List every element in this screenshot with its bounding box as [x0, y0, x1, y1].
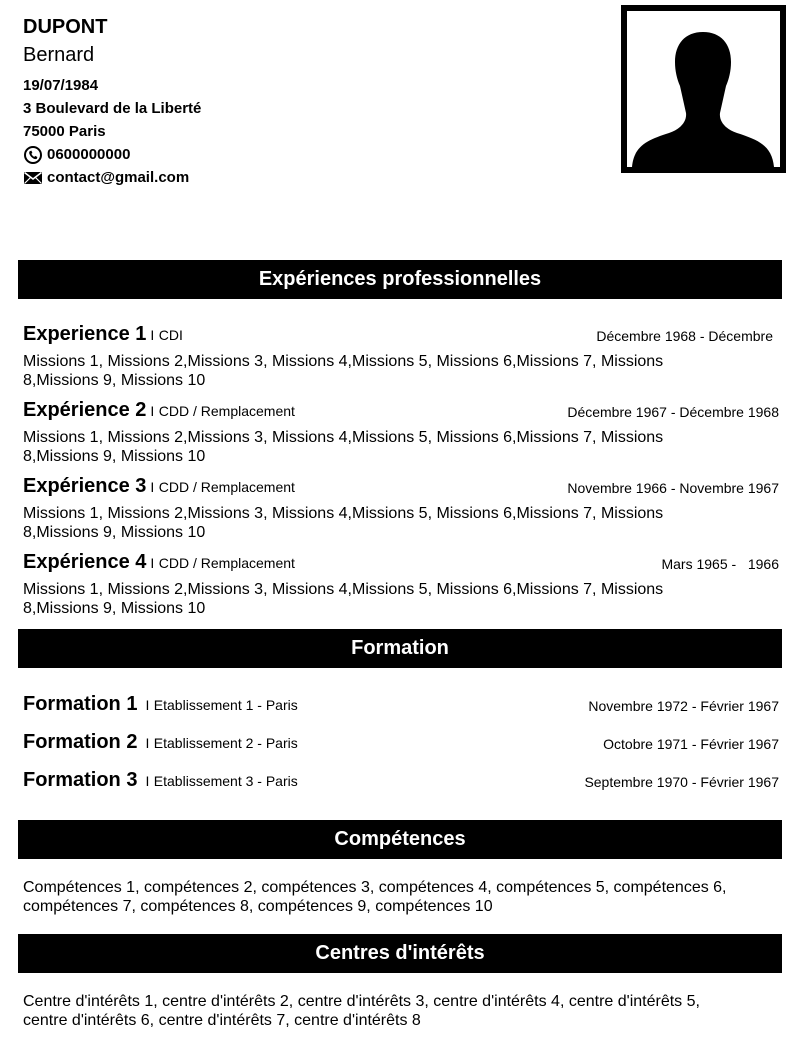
- education-entry: [23, 768, 779, 794]
- email-line: [23, 166, 583, 189]
- experience-title: Expérience 3: [23, 475, 147, 497]
- separator: I: [145, 735, 150, 751]
- address-line-2: 75000 Paris: [23, 123, 106, 140]
- experience-missions: Missions 1, Missions 2,Missions 3, Missions 4,Missions 5, Missions 6,Missions 7, Missions 8,Missions 9, Missions 10: [23, 429, 664, 465]
- separator: I: [150, 327, 155, 343]
- school-name: Etablissement 3 - Paris: [153, 773, 298, 789]
- separator: I: [150, 403, 155, 419]
- contract-type: CDD / Remplacement: [158, 479, 295, 495]
- education-title: Formation 1: [23, 693, 138, 715]
- envelope-icon: [23, 169, 43, 187]
- skills-text: Compétences 1, compétences 2, compétences 3, compétences 4, compétences 5, compétences 6, compétences 7, compétences 8, compétences 9, compétences 10: [23, 879, 727, 915]
- education-title: Formation 2: [23, 731, 138, 753]
- separator: I: [150, 479, 155, 495]
- interests-text: Centre d'intérêts 1, centre d'intérêts 2, centre d'intérêts 3, centre d'intérêts 4, centre d'intérêts 5, centre d'intérêts 6, centre d'intérêts 7, centre d'intérêts 8: [23, 993, 700, 1029]
- experience-missions: Missions 1, Missions 2,Missions 3, Missions 4,Missions 5, Missions 6,Missions 7, Missions 8,Missions 9, Missions 10: [23, 505, 664, 541]
- experience-dates: Décembre 1967 - Décembre 1968: [567, 404, 779, 420]
- phone-icon: [23, 146, 43, 164]
- experience-dates: Mars 1965 - 1966: [661, 556, 779, 572]
- education-dates: Novembre 1972 - Février 1967: [588, 698, 779, 714]
- section-header-skills: Compétences: [18, 820, 782, 859]
- education-entry: [23, 730, 779, 756]
- address-line-1: 3 Boulevard de la Liberté: [23, 100, 202, 117]
- experience-entry: [23, 550, 779, 618]
- experience-entry: [23, 322, 779, 390]
- contract-type: CDD / Remplacement: [158, 403, 295, 419]
- school-name: Etablissement 2 - Paris: [153, 735, 298, 751]
- section-header-interests: Centres d'intérêts: [18, 934, 782, 973]
- section-header-experience: Expériences professionnelles: [18, 260, 782, 299]
- contract-type: CDI: [158, 327, 183, 343]
- education-dates: Octobre 1971 - Février 1967: [603, 736, 779, 752]
- school-name: Etablissement 1 - Paris: [153, 697, 298, 713]
- separator: I: [150, 555, 155, 571]
- education-dates: Septembre 1970 - Février 1967: [584, 774, 779, 790]
- experience-entry: [23, 398, 779, 466]
- experience-title: Experience 1: [23, 323, 147, 345]
- section-header-education: Formation: [18, 629, 782, 668]
- experience-entry: [23, 474, 779, 542]
- phone-number: 0600000000: [47, 146, 131, 163]
- profile-photo: [621, 5, 786, 173]
- experience-missions: Missions 1, Missions 2,Missions 3, Missions 4,Missions 5, Missions 6,Missions 7, Missions 8,Missions 9, Missions 10: [23, 353, 664, 389]
- first-name: Bernard: [23, 44, 95, 66]
- person-silhouette-icon: [627, 11, 780, 167]
- identity-block: [23, 14, 583, 189]
- experience-dates: Novembre 1966 - Novembre 1967: [567, 480, 779, 496]
- experience-missions: Missions 1, Missions 2,Missions 3, Missions 4,Missions 5, Missions 6,Missions 7, Missions 8,Missions 9, Missions 10: [23, 581, 664, 617]
- phone-line: [23, 143, 583, 166]
- contract-type: CDD / Remplacement: [158, 555, 295, 571]
- separator: I: [145, 773, 150, 789]
- education-title: Formation 3: [23, 769, 138, 791]
- experience-title: Expérience 4: [23, 551, 147, 573]
- birth-date: 19/07/1984: [23, 77, 99, 94]
- experience-dates: Décembre 1968 - Décembre: [596, 328, 773, 344]
- last-name: DUPONT: [23, 16, 108, 38]
- email-address: contact@gmail.com: [47, 169, 190, 186]
- experience-title: Expérience 2: [23, 399, 147, 421]
- education-entry: [23, 692, 779, 718]
- separator: I: [145, 697, 150, 713]
